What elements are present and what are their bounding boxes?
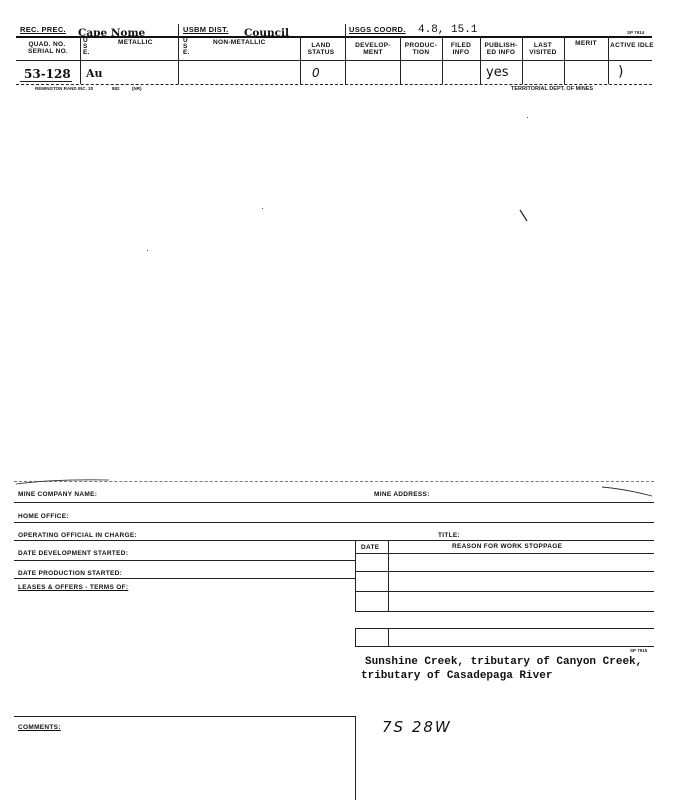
mine-company-name-label: MINE COMPANY NAME:: [18, 491, 98, 498]
use-letters-nonmetallic: U S E.: [183, 37, 190, 56]
reason-column-header: REASON FOR WORK STOPPAGE: [452, 543, 563, 550]
lower-form-number: SP 7915: [630, 648, 648, 653]
usgs-coord-label: USGS COORD.: [349, 25, 406, 34]
column-header-bottom-rule: [16, 60, 652, 61]
nonmetallic-header: NON-METALLIC: [213, 39, 266, 46]
active-idle-header: ACTIVE IDLE: [610, 42, 654, 49]
scan-speck: [527, 117, 528, 118]
divider: [442, 36, 443, 84]
usbm-dist-label: USBM DIST.: [183, 25, 229, 34]
rec-prec-label: REC. PREC.: [20, 25, 66, 34]
rule: [388, 628, 389, 646]
quad-label: QUAD. NO.: [28, 41, 66, 48]
printer-code: 882: [112, 86, 120, 91]
divider: [400, 36, 401, 84]
rule: [14, 540, 654, 541]
agency-label: TERRITORIAL DEPT. OF MINES: [511, 86, 593, 92]
land-status-header: LAND STATUS: [307, 42, 335, 56]
quad-serial-header: [18, 41, 78, 55]
rule: [14, 560, 355, 561]
date-column-header: DATE: [361, 544, 380, 551]
rule: [355, 646, 654, 647]
quad-serial-value: 53-128: [24, 67, 71, 81]
divider: [522, 36, 523, 84]
use-letters-metallic: U S E.: [83, 37, 90, 56]
last-visited-header: LAST VISITED: [529, 42, 557, 56]
serial-label: SERIAL NO.: [27, 48, 69, 55]
table-row-rule: [355, 611, 654, 612]
rule: [14, 578, 355, 579]
scan-speck: [147, 250, 148, 251]
divider: [480, 36, 481, 84]
development-header: DEVELOP- MENT: [355, 42, 391, 56]
underline: [20, 81, 72, 82]
comments-divider: [355, 716, 356, 800]
title-label: TITLE:: [438, 532, 461, 539]
printer-label: REMINGTON RAND INC. 20: [35, 86, 94, 91]
published-info-value: yes: [486, 65, 509, 80]
scan-speck: [262, 208, 263, 209]
table-header-rule: [355, 553, 654, 554]
scan-mark: [518, 208, 530, 224]
rec-prec-value: Cape Nome: [78, 27, 146, 39]
leases-offers-label: LEASES & OFFERS - TERMS OF:: [18, 584, 129, 591]
table-left-border: [355, 540, 356, 612]
form-number: SP 7914: [627, 30, 645, 35]
printer-code-2: (NR): [132, 86, 142, 91]
published-info-header: PUBLISH- ED INFO: [484, 42, 518, 56]
rule: [355, 628, 356, 646]
rule: [14, 522, 654, 523]
land-status-value: 0: [312, 66, 320, 80]
location-line-1: Sunshine Creek, tributary of Canyon Creek,: [365, 656, 643, 668]
divider: [300, 36, 301, 84]
metallic-value: Au: [86, 67, 103, 80]
metallic-header: METALLIC: [118, 39, 153, 46]
date-column-divider: [388, 540, 389, 612]
location-line-2: tributary of Casadepaga River: [361, 670, 553, 682]
rule: [14, 502, 654, 503]
merit-header: MERIT: [575, 40, 597, 47]
operating-official-label: OPERATING OFFICIAL IN CHARGE:: [18, 532, 137, 539]
usgs-coord-value: 4.8, 15.1: [418, 24, 478, 36]
table-row-rule: [355, 591, 654, 592]
filed-info-header: FILED INFO: [450, 42, 472, 56]
comments-label: COMMENTS:: [18, 724, 61, 731]
home-office-label: HOME OFFICE:: [18, 513, 69, 520]
divider: [564, 36, 565, 84]
handwritten-note: 7S 28W: [382, 718, 452, 736]
table-row-rule: [355, 571, 654, 572]
scan-mark: [600, 485, 654, 499]
production-header: PRODUC- TION: [404, 42, 438, 56]
date-development-label: DATE DEVELOPMENT STARTED:: [18, 550, 129, 557]
usbm-dist-value: Council: [244, 27, 289, 39]
divider: [608, 36, 609, 84]
mine-address-label: MINE ADDRESS:: [374, 491, 430, 498]
divider: [178, 24, 179, 84]
active-idle-value: ): [618, 64, 624, 80]
rule: [355, 628, 654, 629]
scan-mark: [14, 478, 114, 486]
date-production-label: DATE PRODUCTION STARTED:: [18, 570, 123, 577]
record-bottom-rule: [16, 84, 652, 85]
divider: [345, 24, 346, 84]
rule: [14, 716, 355, 717]
divider: [80, 36, 81, 84]
